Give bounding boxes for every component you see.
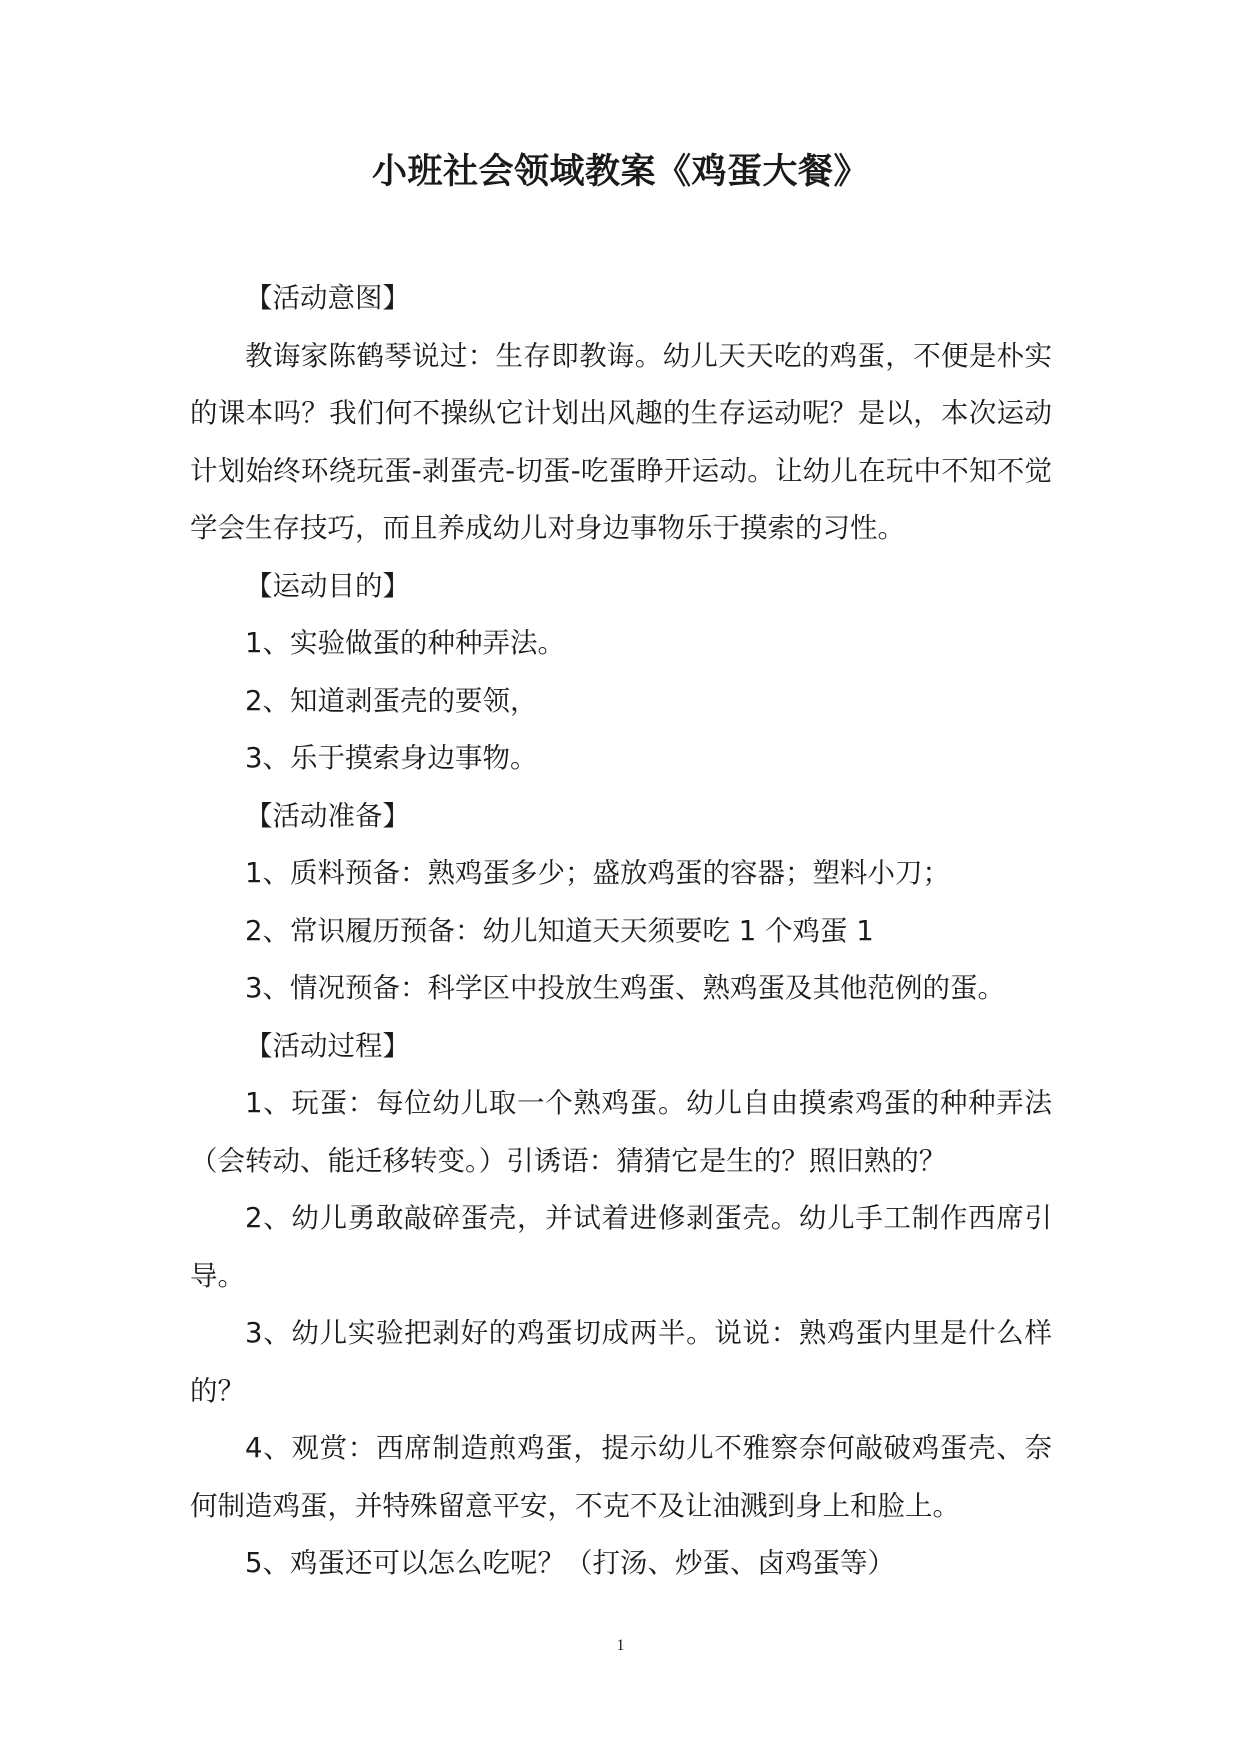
process-step-2: 2、幼儿勇敢敲碎蛋壳，并试着进修剥蛋壳。幼儿手工制作西席引导。 (190, 1202, 1052, 1292)
process-step-5: 5、鸡蛋还可以怎么吃呢？（打汤、炒蛋、卤鸡蛋等） (245, 1547, 895, 1579)
page-number: 1 (616, 1637, 625, 1654)
section-heading-goals: 【运动目的】 (245, 569, 410, 602)
goal-item-3: 3、乐于摸索身边事物。 (245, 742, 538, 774)
process-step-4: 4、观赏：西席制造煎鸡蛋，提示幼儿不雅察奈何敲破鸡蛋壳、奈何制造鸡蛋，并特殊留意平安，不克不及让油溅到身上和脸上。 (190, 1432, 1052, 1522)
preparation-item-1: 1、质料预备：熟鸡蛋多少；盛放鸡蛋的容器；塑料小刀； (245, 857, 950, 889)
preparation-item-3: 3、情况预备：科学区中投放生鸡蛋、熟鸡蛋及其他范例的蛋。 (245, 972, 1005, 1004)
section-heading-preparation: 【活动准备】 (245, 799, 410, 832)
preparation-item-2: 2、常识履历预备：幼儿知道天天须要吃 1 个鸡蛋 1 (245, 914, 874, 947)
process-step-3: 3、幼儿实验把剥好的鸡蛋切成两半。说说：熟鸡蛋内里是什么样的？ (190, 1317, 1052, 1407)
section-heading-process: 【活动过程】 (245, 1029, 410, 1062)
document-title: 小班社会领域教案《鸡蛋大餐》 (371, 151, 869, 192)
goal-item-2: 2、知道剥蛋壳的要领， (245, 684, 538, 717)
process-step-1: 1、玩蛋：每位幼儿取一个熟鸡蛋。幼儿自由摸索鸡蛋的种种弄法（会转动、能迁移转变。）引诱语：猜猜它是生的？照旧熟的？ (190, 1087, 1052, 1177)
document-body (190, 270, 1052, 1593)
goal-item-1: 1、实验做蛋的种种弄法。 (245, 627, 565, 659)
paragraph-intent: 教诲家陈鹤琴说过：生存即教诲。幼儿天天吃的鸡蛋，不便是朴实的课本吗？我们何不操纵它计划出风趣的生存运动呢？是以，本次运动计划始终环绕玩蛋-剥蛋壳-切蛋-吃蛋睁开运动。让幼儿在玩中不知不觉学会生存技巧，而且养成幼儿对身边事物乐于摸索的习性。 (190, 339, 1052, 544)
section-heading-intent: 【活动意图】 (245, 282, 410, 314)
